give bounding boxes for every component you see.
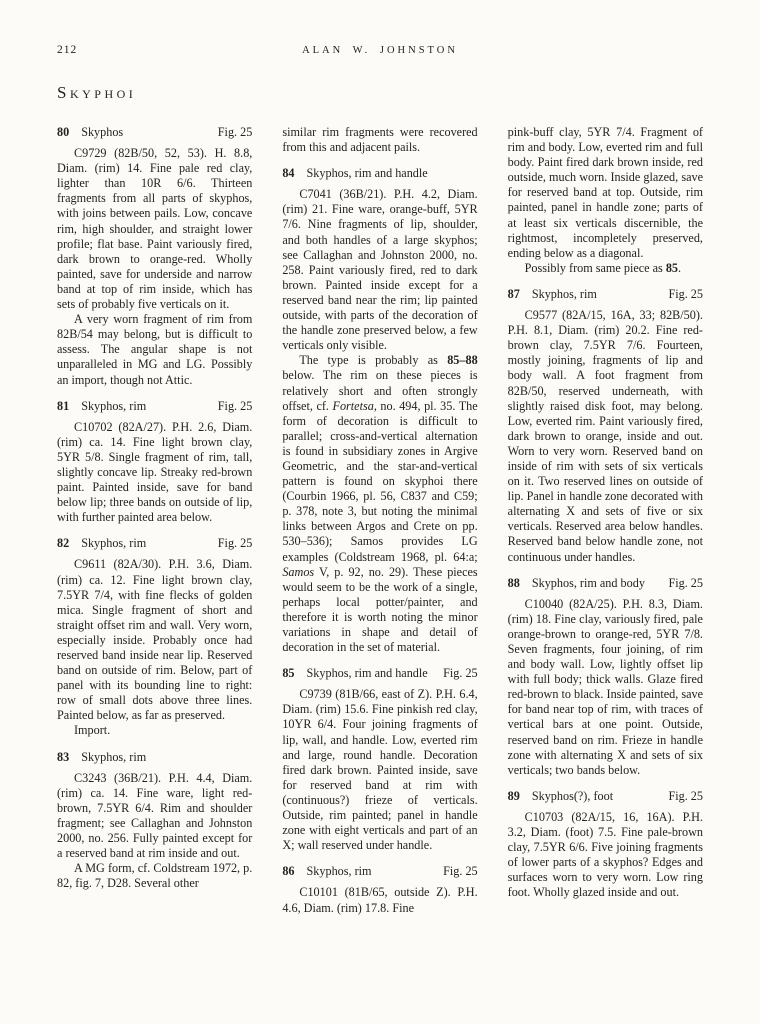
page-header [57,44,703,56]
text-run: Import. [74,723,111,738]
paragraph [57,557,252,723]
text-column-3 [508,125,703,1024]
text-run: C9739 (81B/66, east of Z). P.H. 6.4, Diam. (rim) 15.6. Fine pinkish red clay, 10YR 6/4. Four joining fragments of lip, wall, and handle. Low, everted rim and large, round handle. Decoration fired dark brown. Painted inside, save for reserved band at rim with (continuous?) frieze of verticals. Outside, rim painted; panel in handle zone with eight verticals and part of an X; wall reserved under handle. [282,687,478,853]
paragraph [508,308,703,565]
figure-reference: Fig. 25 [217,536,253,551]
text-run: . [678,260,682,275]
paragraph [508,125,703,261]
entry-80-heading [57,125,252,140]
text-run: similar rim fragments were recovered from this and adjacent pails. [282,125,478,155]
entry-title: Skyphos, rim and body [531,575,645,590]
entry-86-heading [282,864,477,879]
entry-number: 80 [57,125,70,139]
entry-title: Skyphos, rim and handle [306,166,428,181]
entry-title: Skyphos(?), foot [531,788,614,803]
entry-83-heading [57,750,252,765]
section-heading: Skyphoi [57,83,137,102]
text-run: C10703 (82A/15, 16, 16A). P.H. 3.2, Diam. (foot) 7.5. Fine pale-brown clay, 7.5YR 6/6. Five joining fragments of lower parts of a skyphos? Edges and surfaces worn to very worn. Low ring foot. Wholly glazed inside and out. [507,809,703,900]
entry-title: Skyphos, rim and handle [306,666,428,681]
text-run: pink-buff clay, 5YR 7/4. Fragment of rim and body. Low, everted rim and full body. Paint fired dark brown inside, red outside, much worn. Inside glazed, save for reserved band at top. Outside, rim painted, panel in handle zone; parts of at least six verticals discernible, the rightmost, incompletely preserved, ending below as a diagonal. [507,125,703,260]
entry-88-heading [508,576,703,591]
text-run: C9729 (82B/50, 52, 53). H. 8.8, Diam. (rim) 14. Fine pale red clay, lighter than 10R 6/6. Thirteen fragments from all parts of skyphos, with joins between pails. Low, concave rim, high shoulder, and straight lower profile; flat base. Paint variously fired, dark brown to orange-red. Wholly painted, save for underside and narrow band at top of rim inside, which has sets of probably five verticals on it. [57,146,253,312]
entry-title: Skyphos [81,125,124,139]
text-run: C10040 (82A/25). P.H. 8.3, Diam. (rim) 18. Fine clay, variously fired, pale orange-brown to orange-red, 5YR 7/8. Seven fragments, four joining, of rim and body wall. Low, lightly offset lip with full body; thick walls. Glaze fired red-brown to black. Inside painted, save for band near top of rim, with traces of vertical bars at one point. Outside, reserved band on rim. Frieze in handle zone with alternating X and sets of six verticals; two bands below. [507,596,703,777]
paragraph [57,420,252,526]
text-column-1 [57,125,252,1024]
paragraph [57,771,252,862]
entry-number: 81 [57,398,70,413]
text-run: V, p. 92, no. 29). These pieces would seem to be the work of a single, perhaps local potter/painter, and therefore it is worth noting the minor variations in shape and detail of decoration in the set of material. [282,564,478,655]
entry-title: Skyphos, rim [81,398,147,413]
entry-number: 89 [507,788,520,803]
entry-89-heading [508,789,703,804]
text-run: A very worn fragment of rim from 82B/54 may belong, but is difficult to assess. The angular shape is not unparalleled in MG and LG. Possibly an import, though not Attic. [57,312,253,387]
paragraph [282,885,477,915]
paragraph [508,597,703,778]
entry-title: Skyphos, rim [81,749,147,764]
paragraph [57,146,252,312]
entry-84-heading [282,166,477,181]
paragraph [57,312,252,387]
paragraph [57,861,252,891]
paragraph [508,810,703,901]
text-run: C9577 (82A/15, 16A, 33; 82B/50). P.H. 8.1, Diam. (rim) 20.2. Fine red-brown clay, 7.5YR 7/6. Fourteen, mostly joining, fragments of lip and body wall. A foot fragment from 82B/50, reserved underneath, with slightly raised disk foot, may belong. Low, everted rim. Paint variously fired, dark brown to orange, inside and out. Worn to very worn. Reserved band on inside of rim with sets of six verticals on it. Two reserved lines on outside of lip. Panel in handle zone decorated with alternating X and sets of five or six verticals. Reserved area below handles. Reserved band below handle zone, not continuous under handles. [507,308,703,564]
bold-catalog-reference: 85 [665,260,678,275]
text-run: A MG form, cf. Coldstream 1972, p. 82, fig. 7, D28. Several other [57,861,253,891]
entry-number: 83 [57,749,70,764]
paragraph [282,687,477,853]
paragraph [282,187,477,353]
figure-reference: Fig. 25 [217,125,253,139]
text-run: C9611 (82A/30). P.H. 3.6, Diam. (rim) ca. 12. Fine light brown clay, 7.5YR 7/4, with fine flecks of golden mica. Single fragment of short and straight offset rim and wall. Very worn, especially inside. Probably once had reserved band inside near lip. Reserved band on outside of rim. Below, part of panel with its bounding line to right: row of small dots above three lines. Painted below, as far as preserved. [57,557,253,723]
entry-87-heading [508,287,703,302]
italic-text: Fortetsa, [332,398,377,413]
entry-title: Skyphos, rim [306,864,372,879]
text-columns [57,125,703,1024]
figure-reference: Fig. 25 [668,286,703,301]
entry-number: 84 [282,166,295,181]
text-run: C3243 (36B/21). P.H. 4.4, Diam. (rim) ca. 14. Fine ware, light red-brown, 7.5YR 6/4. Rim and shoulder fragment; see Callaghan and Johnston 2000, no. 256. Fully painted except for a reserved band at rim inside and out. [57,770,253,861]
text-run: Possibly from same piece as [524,260,666,275]
paragraph [508,261,703,276]
entry-number: 86 [282,864,295,879]
text-run: below. The rim on these pieces is relatively short and often strongly offset, cf. [282,368,478,413]
bold-catalog-reference: 85–88 [447,353,478,368]
paragraph [57,723,252,738]
figure-reference: Fig. 25 [443,666,478,681]
figure-reference: Fig. 25 [668,788,703,803]
entry-number: 88 [507,575,520,590]
figure-reference: Fig. 25 [668,575,703,590]
entry-81-heading [57,399,252,414]
text-column-2 [282,125,477,1024]
entry-number: 82 [57,536,70,551]
running-head: ALAN W. JOHNSTON [302,45,458,56]
italic-text: Samos [282,564,315,579]
entry-85-heading [282,666,477,681]
entry-title: Skyphos, rim [531,286,597,301]
page-number: 212 [57,44,78,56]
entry-82-heading [57,536,252,551]
entry-title: Skyphos, rim [81,536,147,551]
text-run: C7041 (36B/21). P.H. 4.2, Diam. (rim) 21. Fine ware, orange-buff, 5YR 7/6. Nine fragments of lip, shoulder, and both handles of a large skyphos; see Callaghan and Johnston 2000, no. 258. Paint variously fired, red to dark brown. Painted inside except for a reserved band near the rim; lip painted outside, with parts of the decoration of the handle zone preserved below, a few verticals only visible. [282,187,478,353]
figure-reference: Fig. 25 [443,864,478,879]
text-run: C10101 (81B/65, outside Z). P.H. 4.6, Diam. (rim) 17.8. Fine [282,885,478,915]
paragraph [282,125,477,155]
text-run: The type is probably as [299,353,448,368]
figure-reference: Fig. 25 [217,398,253,413]
text-run: C10702 (82A/27). P.H. 2.6, Diam. (rim) ca. 14. Fine light brown clay, 5YR 5/8. Single fragment of rim, tall, slightly concave lip. Streaky red-brown paint. Painted inside, save for band below lip; three bands on outside of lip, with further painted area below. [57,419,253,525]
entry-number: 85 [282,666,295,681]
text-run: no. 494, pl. 35. The form of decoration is difficult to parallel; cross-and-vertical alternation is found in subsidiary zones in Argive Geometric, and the star-and-vertical pattern is found on skyphoi there (Courbin 1966, pl. 56, C837 and C59; p. 378, note 3, but noting the minimal links between Argos and Crete on pp. 530–536); Samos provides LG examples (Coldstream 1968, pl. 64:a; [282,398,478,564]
paragraph [282,353,477,655]
entry-number: 87 [507,286,520,301]
